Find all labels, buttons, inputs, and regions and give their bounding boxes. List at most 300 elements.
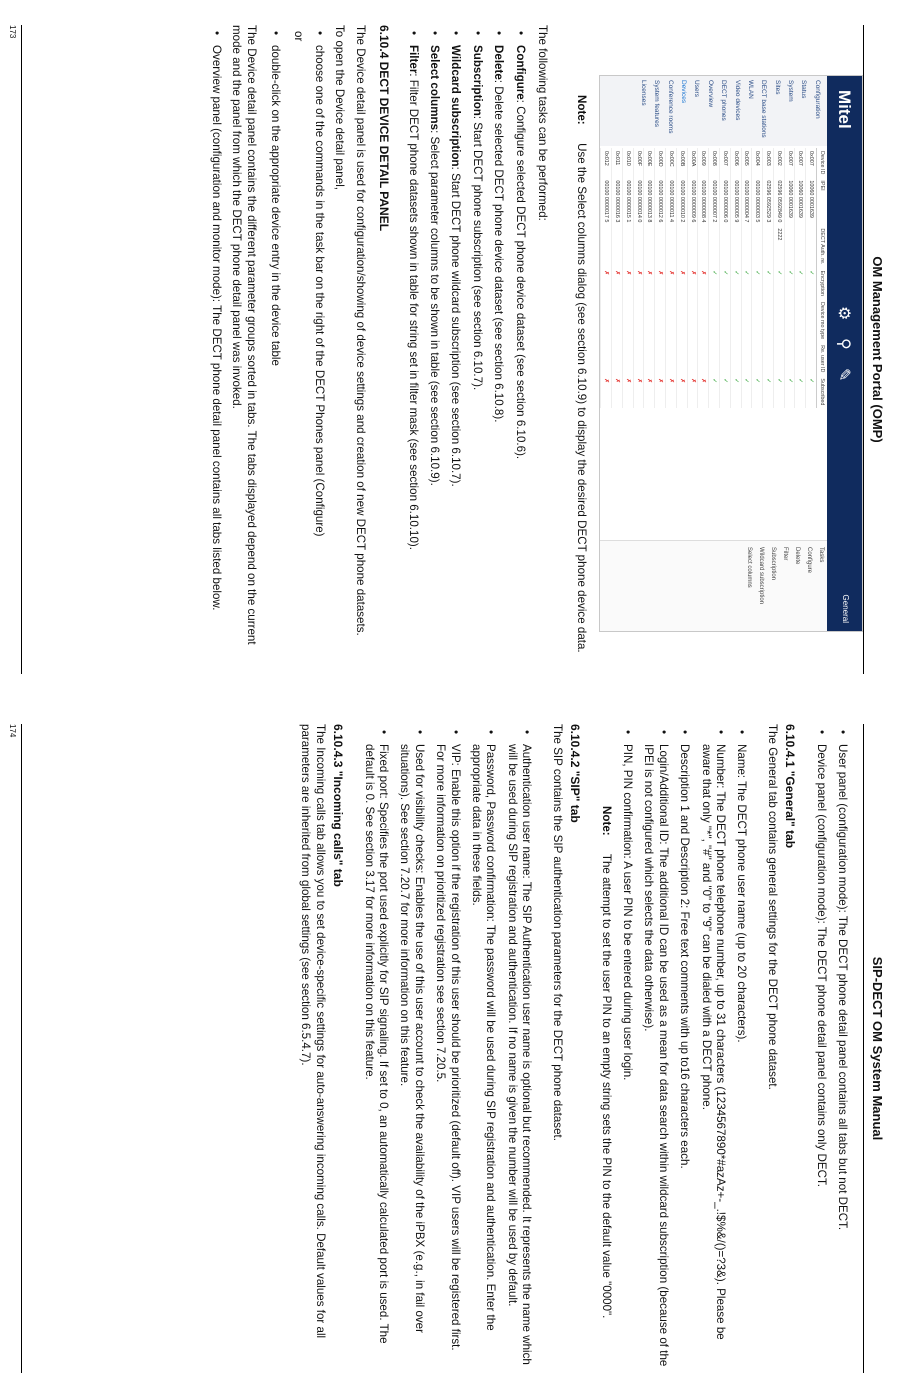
check-icon: ✓ [711,378,718,383]
table-row[interactable] [806,148,817,408]
device-id-cell: 0x007 [795,148,806,177]
device-id-cell: 0x00B [676,148,687,177]
panel-list-cont [813,724,849,1369]
device-id-cell: 0x004 [752,148,763,177]
subscribed-cell [655,375,666,408]
check-icon: ✓ [721,270,728,276]
list-item: • Used for visibility checks: Enables the use of this user account to check the availability of the iPBX (e.g., in fail over situations). See section 7.20.7 for more information on this feature. [397,744,426,1369]
auth-cell [806,225,817,267]
check-icon: ✓ [797,270,804,276]
cross-icon: ✗ [603,378,610,383]
tasks-list [405,25,526,665]
task-desc: : Select parameter columns to be shown in table (see section 6.10.9). [427,130,441,486]
encryption-cell [763,268,774,299]
auth-cell [655,225,666,267]
device-id-cell: 0x007 [784,148,795,177]
subscribed-cell [687,375,698,408]
device-type-cell [709,299,720,342]
auth-cell [698,225,709,267]
general-tab-intro: The General tab contains general settings for the DECT phone dataset. [765,724,779,1090]
task-item[interactable]: Delete [794,547,800,565]
auth-cell [741,225,752,267]
encryption-cell [741,268,752,299]
nav-item[interactable]: System [787,80,795,102]
device-id-cell: 0x012 [601,148,612,177]
column-header[interactable]: Re. user ID [817,342,828,375]
subscribed-cell [719,375,730,408]
device-type-cell [612,299,623,342]
encryption-cell [644,268,655,299]
device-id-cell: 0x010 [622,148,633,177]
table-row[interactable] [687,148,698,408]
cross-icon: ✗ [689,270,696,276]
incoming-tab-title: 6.10.4.3 "Incoming calls" tab [331,724,346,887]
cross-icon: ✗ [614,270,621,276]
user-id-cell [709,342,720,375]
device-type-cell [687,299,698,342]
table-row[interactable] [698,148,709,408]
nav-item[interactable]: DECT phones [720,80,728,121]
ipei-cell: 00100 0000012 6 [655,177,666,225]
check-icon: ✓ [786,378,793,383]
page-header: SIP-DECT OM System Manual [863,724,885,1373]
omp-topbar [827,76,862,631]
or-text: or [291,31,305,42]
nav-item[interactable]: Video devices [733,80,741,121]
device-type-cell [730,299,741,342]
subscribed-cell [763,375,774,408]
device-table [600,148,827,408]
omp-nav [600,76,827,146]
user-id-cell [622,342,633,375]
cross-icon: ✗ [700,378,707,383]
auth-cell [644,225,655,267]
subscribed-cell [752,375,763,408]
subscribed-cell [773,375,784,408]
device-id-cell: 0x011 [612,148,623,177]
ipei-cell: 10060 0001639 [784,177,795,225]
auth-cell [752,225,763,267]
task-desc: : Start DECT phone subscription (see section 6.10.7). [470,115,484,391]
task-name: Wildcard subscription [449,45,463,167]
para-tabs: The Device detail panel contains the different parameter groups sorted in tabs. The tabs displayed depend on the current mode and the panel from which the DECT phone detail panel was invoked. [230,25,258,645]
device-type-cell [752,299,763,342]
cross-icon: ✗ [635,378,642,383]
sip-tab-title: 6.10.4.2 "SIP" tab [568,724,583,823]
subscribed-cell [676,375,687,408]
encryption-cell [666,268,677,299]
task-item[interactable]: Filter [782,547,788,561]
cross-icon: ✗ [667,270,674,276]
user-id-cell [719,342,730,375]
task-desc: : Configure selected DECT phone device dataset (see section 6.10.6). [513,99,527,460]
check-icon: ✓ [743,270,750,276]
open-line: To open the Device detail panel, [333,25,347,191]
auth-cell [730,225,741,267]
list-item: • Authentication user name: The SIP Authentication user name is optional but recommended. It represents the name which will be used during SIP registration and authentication. If no name is given the number will be used by default. [505,744,534,1369]
table-row[interactable] [709,148,720,408]
check-icon: ✓ [754,378,761,383]
cross-icon: ✗ [603,270,610,276]
task-name: Delete [492,45,506,80]
column-header[interactable]: IPEI [817,177,828,225]
cross-icon: ✗ [700,270,707,276]
pencil-icon: ✎ [835,368,852,382]
subscribed-cell [666,375,677,408]
ipei-cell: 02596 0592529 3 [763,177,774,225]
user-id-cell [741,342,752,375]
device-id-cell: 0x007 [719,148,730,177]
ipei-cell: 00100 0000009 6 [687,177,698,225]
para-device-detail: The Device detail panel is used for configuration/showing of device settings and creation of new DECT phone datasets. [353,25,367,636]
general-tab-list [620,724,749,1369]
table-row[interactable] [784,148,795,408]
encryption-cell [719,268,730,299]
list-item: • Login/Additional ID: The additional ID can be used as a mean for data search within wildcard subscription (because of the IPEI is not configured which selects the data otherwise). [641,744,670,1369]
cross-icon: ✗ [614,378,621,383]
table-row[interactable] [612,148,623,408]
table-row[interactable] [741,148,752,408]
device-type-cell [741,299,752,342]
device-type-cell [795,299,806,342]
nav-item[interactable]: Licenses [639,80,647,106]
check-icon: ✓ [732,270,739,276]
table-row[interactable] [655,148,666,408]
cross-icon: ✗ [624,378,631,383]
device-type-cell [644,299,655,342]
auth-cell [601,225,612,267]
check-icon: ✓ [808,270,815,276]
user-id-cell [806,342,817,375]
device-type-cell [773,299,784,342]
overview-item: • Overview panel (configuration and monitor mode): The DECT phone detail panel contains all tabs listed below. [209,45,223,665]
note-label: Note: [575,95,588,125]
device-id-cell: 0x007 [806,148,817,177]
encryption-cell [676,268,687,299]
column-header[interactable]: Encryption [817,268,828,299]
task-item[interactable]: Configure [806,547,812,574]
subscribed-cell [795,375,806,408]
page-footer: 174 [8,724,22,1373]
task-bullet [491,45,505,665]
ipei-cell: 00100 0000017 5 [601,177,612,225]
task-bullet [448,45,462,665]
check-icon: ✓ [764,378,771,383]
cross-icon: ✗ [667,378,674,383]
list-item: • VIP: Enable this option if the registration of this user should be prioritized (default off). VIP users will be registered first. For more information on prioritized registration see section 7.20.5. [433,744,462,1369]
auth-cell [633,225,644,267]
check-icon: ✓ [775,378,782,383]
subscribed-cell [644,375,655,408]
check-icon: ✓ [797,378,804,383]
task-bullet [427,45,441,665]
check-icon: ✓ [732,378,739,383]
table-row[interactable] [752,148,763,408]
open-item-2: • double-click on the appropriate device entry in the device table [268,45,282,665]
nav-item[interactable]: System features [653,80,661,127]
cross-icon: ✗ [635,270,642,276]
nav-item[interactable]: Overview [706,80,714,108]
table-row[interactable] [666,148,677,408]
nav-item[interactable]: Conference rooms [666,80,674,134]
list-item: • Number: The DECT phone telephone number, up to 31 characters (1234567890*#azAz+-_.!$%&/()=?3&). Please be aware that only "*", "#" and "0" to "9" can be dialed with a DECT phone. [698,744,727,1369]
device-id-cell: 0x006 [730,148,741,177]
check-icon: ✓ [754,270,761,276]
encryption-cell [709,268,720,299]
device-type-cell [655,299,666,342]
task-desc: : Delete selected DECT phone device dataset (see section 6.10.8). [492,79,506,423]
note-text: Use the Select columns dialog (see section 6.10.9) to display the desired DECT phone device data. [575,143,588,653]
check-icon: ✓ [808,378,815,383]
table-row[interactable] [633,148,644,408]
subscribed-cell [612,375,623,408]
task-name: Subscription [470,45,484,116]
subscribed-cell [601,375,612,408]
auth-cell [622,225,633,267]
ipei-cell: 00100 0000004 7 [741,177,752,225]
device-id-cell: 0x005 [741,148,752,177]
encryption-cell [633,268,644,299]
encryption-cell [795,268,806,299]
subscribed-cell [633,375,644,408]
tasks-panel [600,540,827,631]
list-item: • PIN, PIN confirmation: A user PIN to be entered during user login. [620,744,634,1369]
open-item-1: • choose one of the commands in the task bar on the right of the DECT Phones panel (Configure) [312,45,326,665]
cross-icon: ✗ [646,378,653,383]
auth-cell [612,225,623,267]
device-type-cell [806,299,817,342]
user-id-cell [698,342,709,375]
task-bullet [405,45,419,665]
tasks-intro: The following tasks can be performed: [536,25,549,221]
nav-item[interactable]: Users [693,80,701,97]
user-id-cell [687,342,698,375]
device-type-cell [633,299,644,342]
user-id-cell [676,342,687,375]
cross-icon: ✗ [657,378,664,383]
cross-icon: ✗ [646,270,653,276]
tasks-title: Tasks [818,547,824,563]
gear-icon: ⚙ [835,306,852,321]
device-id-cell: 0x003 [763,148,774,177]
user-id-cell [666,342,677,375]
column-header[interactable]: Device mo type [817,299,828,342]
device-type-cell [676,299,687,342]
cross-icon: ✗ [678,378,685,383]
encryption-cell [806,268,817,299]
device-id-cell: 0x008 [709,148,720,177]
panel-list [209,25,223,665]
check-icon: ✓ [775,270,782,276]
device-type-cell [763,299,774,342]
auth-cell [719,225,730,267]
user-id-cell [612,342,623,375]
table-row[interactable] [601,148,612,408]
note [574,95,588,655]
device-id-cell: 0x00E [644,148,655,177]
nav-item[interactable]: DECT base stations [760,80,768,138]
ipei-cell: 00100 0000015 1 [622,177,633,225]
device-id-cell: 0x00D [655,148,666,177]
task-item[interactable]: Wildcard subscription [758,547,764,605]
user-id-cell [633,342,644,375]
incoming-tab-text: The Incoming calls tab allows you to set device-specific settings for auto-answering incoming calls. Default values for all parameters are inherited from global settings (see section 6.5.4.7). [299,724,327,1339]
user-id-cell [763,342,774,375]
device-id-cell: 0x002 [773,148,784,177]
subscribed-cell [622,375,633,408]
pin-note [598,724,612,1369]
page-header: OM Management Portal (OMP) [863,25,885,674]
check-icon: ✓ [786,270,793,276]
encryption-cell [655,268,666,299]
auth-cell [784,225,795,267]
device-id-cell: 0x009 [698,148,709,177]
cross-icon: ✗ [624,270,631,276]
user-id-cell [730,342,741,375]
device-type-cell [666,299,677,342]
cross-icon: ✗ [657,270,664,276]
user-id-cell [773,342,784,375]
task-bullet [512,45,526,665]
table-row[interactable] [730,148,741,408]
pin-note-label: Note: [599,806,613,836]
user-id-cell [655,342,666,375]
sip-tab-intro: The SIP contains the SIP authentication parameters for the DECT phone dataset. [550,724,564,1141]
task-desc: : Filter DECT phone datasets shown in table for string set in filter mask (see section 6.10.10). [406,73,420,550]
device-id-cell: 0x00F [633,148,644,177]
subscribed-cell [806,375,817,408]
ipei-cell: 00100 0000010 2 [676,177,687,225]
user-id-cell [784,342,795,375]
ipei-cell: 00100 0000014 0 [633,177,644,225]
list-item: • Password, Password confirmation: The password will be used during SIP registration and authentication. Enter the appropriate data in these fields. [469,744,498,1369]
ipei-cell: 00100 0000008 4 [698,177,709,225]
column-header[interactable]: DECT Auth. re. [817,225,828,267]
check-icon: ✓ [711,270,718,276]
nav-item[interactable]: Configuration [813,80,821,119]
subscribed-cell [698,375,709,408]
general-link[interactable]: General [841,594,850,623]
user-id-cell [752,342,763,375]
table-row[interactable] [795,148,806,408]
cross-icon: ✗ [678,270,685,276]
encryption-cell [601,268,612,299]
list-item: • Name: The DECT phone user name (up to 20 characters). [734,744,748,1369]
mitel-logo: Mitel [835,90,854,129]
encryption-cell [773,268,784,299]
device-type-cell [784,299,795,342]
auth-cell [709,225,720,267]
device-type-cell [601,299,612,342]
task-item[interactable]: Select columns [746,547,752,588]
omp-screenshot [599,75,863,632]
check-icon: ✓ [743,378,750,383]
sip-tab-list [361,724,533,1369]
task-item[interactable]: Subscription [770,547,776,581]
user-panel-item: • User panel (configuration mode): The DECT phone detail panel contains all tabs but not DECT. [835,744,849,1369]
check-icon: ✓ [764,270,771,276]
auth-cell [687,225,698,267]
search-icon: ⚲ [835,338,852,350]
auth-cell [666,225,677,267]
general-tab-title: 6.10.4.1 "General" tab [783,724,798,849]
auth-cell [795,225,806,267]
page-174 [0,699,901,1398]
ipei-cell: 00100 0000011 4 [666,177,677,225]
device-type-cell [719,299,730,342]
ipei-cell: 10060 0001639 [795,177,806,225]
open-list [312,25,326,665]
encryption-cell [752,268,763,299]
device-id-cell: 0x00A [687,148,698,177]
check-icon: ✓ [721,378,728,383]
list-item: • Fixed port: Specifies the port used explicitly for SIP signaling. If set to 0, an automatically calculated port is used. The default is 0. See section 3.17 for more information on this feature. [361,744,390,1369]
nav-item[interactable]: Status [800,80,808,99]
pin-note-text: The attempt to set the user PIN to an empty string sets the PIN to the default value "0000". [599,853,613,1319]
encryption-cell [612,268,623,299]
ipei-cell: 10060 0001639 [806,177,817,225]
subscribed-cell [730,375,741,408]
auth-cell [676,225,687,267]
user-id-cell [601,342,612,375]
subscribed-cell [784,375,795,408]
nav-item[interactable]: Devices [680,80,688,104]
device-id-cell: 0x00C [666,148,677,177]
encryption-cell [698,268,709,299]
table-row[interactable] [773,148,784,408]
encryption-cell [687,268,698,299]
column-header[interactable]: Subscribed [817,375,828,408]
encryption-cell [622,268,633,299]
page-footer: 173 [8,25,22,674]
ipei-cell: 02596 0592849 0 [773,177,784,225]
nav-item[interactable]: WLAN [746,80,754,99]
table-row[interactable] [719,148,730,408]
table-row[interactable] [763,148,774,408]
user-id-cell [644,342,655,375]
auth-cell: 2222 [773,225,784,267]
subscribed-cell [709,375,720,408]
ipei-cell: 00100 0000013 8 [644,177,655,225]
list-item: • Description 1 and Description 2: Free text comments with up to16 characters each. [677,744,691,1369]
ipei-cell: 00100 0000007 2 [709,177,720,225]
nav-item[interactable]: Sites [773,80,781,95]
open-list-2 [268,25,282,665]
ipei-cell: 00100 0000006 0 [719,177,730,225]
subscribed-cell [741,375,752,408]
ipei-cell: 00100 0000003 5 [752,177,763,225]
task-desc: : Start DECT phone wildcard subscription (see section 6.10.7). [449,166,463,487]
section-title: 6.10.4 DECT DEVICE DETAIL PANEL [377,25,392,232]
encryption-cell [730,268,741,299]
cross-icon: ✗ [689,378,696,383]
device-panel-item: • Device panel (configuration mode): The DECT phone detail panel contains only DECT. [813,744,827,1369]
user-id-cell [795,342,806,375]
encryption-cell [784,268,795,299]
table-row[interactable] [644,148,655,408]
table-row[interactable] [622,148,633,408]
task-name: Configure [513,45,527,100]
task-name: Select columns [427,45,441,131]
task-bullet [469,45,483,665]
task-name: Filter [406,45,420,74]
device-type-cell [622,299,633,342]
table-row[interactable] [676,148,687,408]
auth-cell [763,225,774,267]
column-header[interactable]: Device ID [817,148,828,177]
device-type-cell [698,299,709,342]
ipei-cell: 00100 0000005 9 [730,177,741,225]
